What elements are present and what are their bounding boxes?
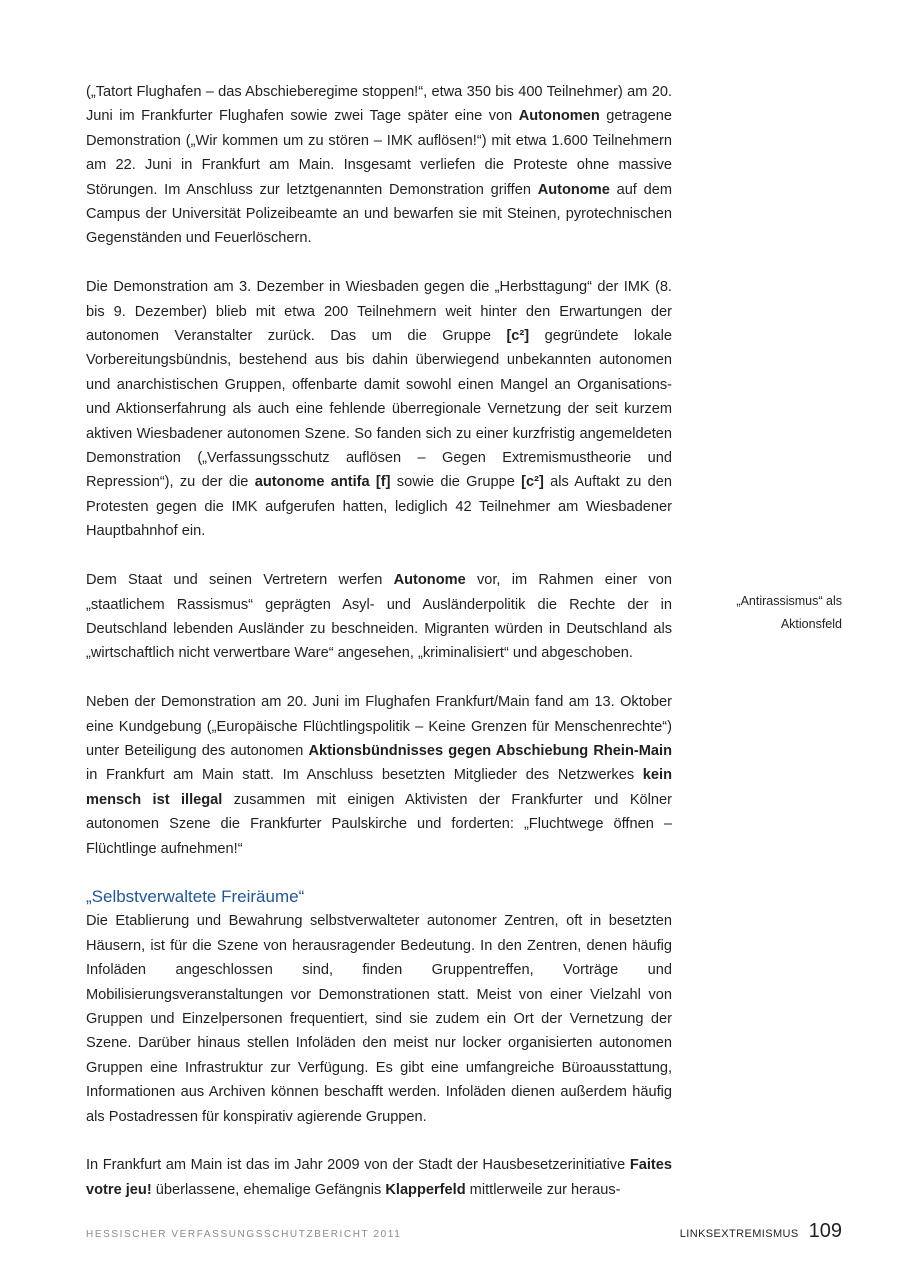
main-text-column xyxy=(86,80,672,1202)
text-run: Dem Staat und seinen Vertretern werfen xyxy=(86,572,394,589)
text-run: mittlerweile zur heraus- xyxy=(465,1181,621,1198)
text-run: vor, im Rahmen einer von „staatlichem Rassismus“ geprägten Asyl- und Ausländerpolitik die Rechte der in Deutschland lebenden Ausländer zu beschneiden. Migranten würden in Deutschland als „wirtschaftlich nicht verwertbare Ware“ angesehen, „kriminalisiert“ und abgeschoben. xyxy=(86,572,672,662)
text-run: in Frankfurt am Main statt. Im Anschluss besetzten Mitglieder des Netzwerkes xyxy=(86,767,643,784)
text-run: Die Etablierung und Bewahrung selbstverwalteter autonomer Zentren, oft in besetzten Häusern, ist für die Szene von herausragender Bedeutung. In den Zentren, denen häufig Infoläden angeschlossen sind, finden Gruppentreffen, Vorträge und Mobilisierungsveranstaltungen vor Demonstrationen statt. Meist von einer Vielzahl von Gruppen und Einzelpersonen frequentiert, sind sie zudem ein Ort der Vernetzung der Szene. Darüber hinaus stellen Infoläden den meist nur locker organisierten autonomen Gruppen eine Infrastruktur zur Verfügung. Es gibt eine umfangreiche Büroausstattung, Informationen aus Archiven können beschafft werden. Infoläden dienen außerdem häufig als Postadressen für konspirativ agierende Gruppen. xyxy=(86,913,672,1125)
bold-term: Faites votre jeu! xyxy=(86,1157,672,1198)
text-run: getragene Demonstration („Wir kommen um zu stören – IMK auflösen!“) mit etwa 1.600 Teilnehmern am 22. Juni in Frankfurt am Main. Insgesamt verliefen die Proteste ohne massive Störungen. Im Anschluss zur letztgenannten Demonstration griffen xyxy=(86,108,672,198)
bold-term: Autonome xyxy=(537,181,610,198)
text-run: Die Demonstration am 3. Dezember in Wiesbaden gegen die „Herbsttagung“ der IMK (8. bis 9. Dezember) blieb mit etwa 200 Teilnehmern weit hinter den Erwartungen der autonomen Veranstalter zurück. Das um die Gruppe xyxy=(86,279,672,345)
body-paragraph xyxy=(86,275,672,543)
body-paragraph xyxy=(86,80,672,251)
footer-report-title: HESSISCHER VERFASSUNGSSCHUTZBERICHT 2011 xyxy=(86,1229,402,1240)
bold-term: Klapperfeld xyxy=(385,1181,466,1198)
text-run: gegründete lokale Vorbereitungsbündnis, bestehend aus bis dahin überwiegend unbekannten autonomen und anarchistischen Gruppen, offenbarte damit sowohl einen Mangel an Organisations- und Aktionserfahrung als auch eine fehlende überregionale Vernetzung der seit kurzem aktiven Wiesbadener autonomen Szene. So fanden sich zu einer kurzfristig angemeldeten Demonstration („Verfassungsschutz auflösen – Gegen Extremismustheorie und Repression“), zu der die xyxy=(86,328,673,491)
bold-term: Autonome xyxy=(393,572,466,589)
section-heading: „Selbstverwaltete Freiräume“ xyxy=(86,887,305,907)
bold-term: Aktionsbündnisses gegen Abschiebung Rhein-Main xyxy=(308,742,672,759)
text-run: als Auftakt zu den Protesten gegen die IMK aufgerufen hatten, lediglich 42 Teilnehmer am Wiesbadener Hauptbahnhof ein. xyxy=(86,474,673,540)
bold-term: [c²] xyxy=(521,474,544,491)
margin-note-line: „Antirassismus“ als xyxy=(736,594,842,608)
body-paragraph xyxy=(86,909,672,1129)
margin-note xyxy=(700,590,842,636)
text-run: In Frankfurt am Main ist das im Jahr 2009 von der Stadt der Hausbesetzerinitiative xyxy=(86,1157,630,1174)
footer-page-info xyxy=(680,1220,842,1243)
footer-section-name: LINKSEXTREMISMUS xyxy=(679,1228,799,1240)
text-run: („Tatort Flughafen – das Abschieberegime stoppen!“, etwa 350 bis 400 Teilnehmer) am 20. Juni im Frankfurter Flughafen sowie zwei Tage später eine von xyxy=(86,84,672,125)
bold-term: [c²] xyxy=(506,328,530,345)
body-paragraph xyxy=(86,1153,672,1202)
section-paragraphs xyxy=(86,909,672,1202)
page-number: 109 xyxy=(808,1220,842,1242)
text-run: zusammen mit einigen Aktivisten der Frankfurter und Kölner autonomen Szene die Frankfurter Paulskirche und forderten: „Fluchtwege öffnen – Flüchtlinge aufnehmen!“ xyxy=(86,791,672,857)
text-run: überlassene, ehemalige Gefängnis xyxy=(151,1181,386,1198)
bold-term: kein mensch ist illegal xyxy=(86,767,672,808)
body-paragraph xyxy=(86,690,672,861)
margin-note-line: Aktionsfeld xyxy=(780,617,842,631)
text-run: sowie die Gruppe xyxy=(390,474,522,491)
bold-term: Autonomen xyxy=(518,108,600,125)
bold-term: autonome antifa [f] xyxy=(254,474,391,491)
text-run: Neben der Demonstration am 20. Juni im Flughafen Frankfurt/Main fand am 13. Oktober eine Kundgebung („Europäische Flüchtlingspolitik – Keine Grenzen für Menschenrechte“) unter Beteiligung des autonomen xyxy=(86,694,672,759)
intro-paragraphs xyxy=(86,80,672,861)
body-paragraph xyxy=(86,568,672,666)
text-run: auf dem Campus der Universität Polizeibeamte an und bewarfen sie mit Steinen, pyrotechnischen Gegenständen und Feuerlöschern. xyxy=(86,181,672,247)
